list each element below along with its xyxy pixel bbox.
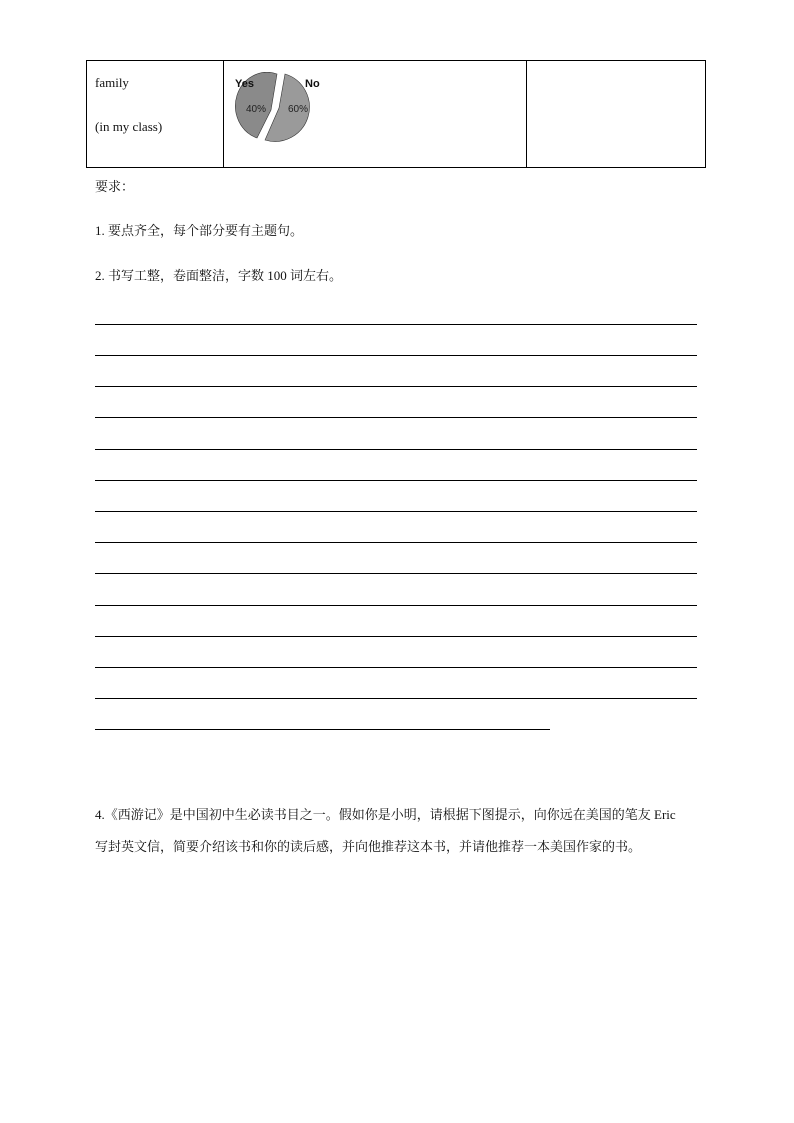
table-divider <box>223 61 224 167</box>
requirements-heading: 要求： <box>95 179 135 194</box>
writing-line <box>95 355 697 356</box>
yes-no-pie-chart <box>233 72 333 148</box>
writing-line <box>95 636 697 637</box>
pie-pct-no: 60% <box>288 104 309 115</box>
table-divider <box>526 61 527 167</box>
table-cell-sublabel: (in my class) <box>95 119 163 134</box>
question-4-line-2: 写封英文信，简要介绍该书和你的读后感，并向他推荐这本书，并请他推荐一本美国作家的书。 <box>95 839 642 854</box>
writing-line <box>95 511 697 512</box>
writing-line <box>95 449 697 450</box>
writing-line <box>95 480 697 481</box>
question-4-line-1: 4.《西游记》是中国初中生必读书目之一。假如你是小明，请根据下图提示，向你远在美国的笔友 Eric <box>95 807 676 822</box>
survey-table <box>86 60 706 168</box>
writing-line <box>95 542 697 543</box>
table-cell-label: family <box>95 75 129 90</box>
pie-label-yes: Yes <box>235 78 254 90</box>
requirement-item-1: 1. 要点齐全，每个部分要有主题句。 <box>95 223 304 238</box>
writing-line <box>95 324 697 325</box>
writing-line <box>95 605 697 606</box>
requirement-item-2: 2. 书写工整，卷面整洁，字数 100 词左右。 <box>95 268 343 283</box>
writing-line <box>95 667 697 668</box>
pie-label-no: No <box>305 78 320 90</box>
pie-chart-svg <box>233 72 333 144</box>
pie-pct-yes: 40% <box>246 104 267 115</box>
writing-line <box>95 386 697 387</box>
writing-line-last <box>95 729 550 730</box>
writing-line <box>95 573 697 574</box>
writing-line <box>95 698 697 699</box>
writing-line <box>95 417 697 418</box>
